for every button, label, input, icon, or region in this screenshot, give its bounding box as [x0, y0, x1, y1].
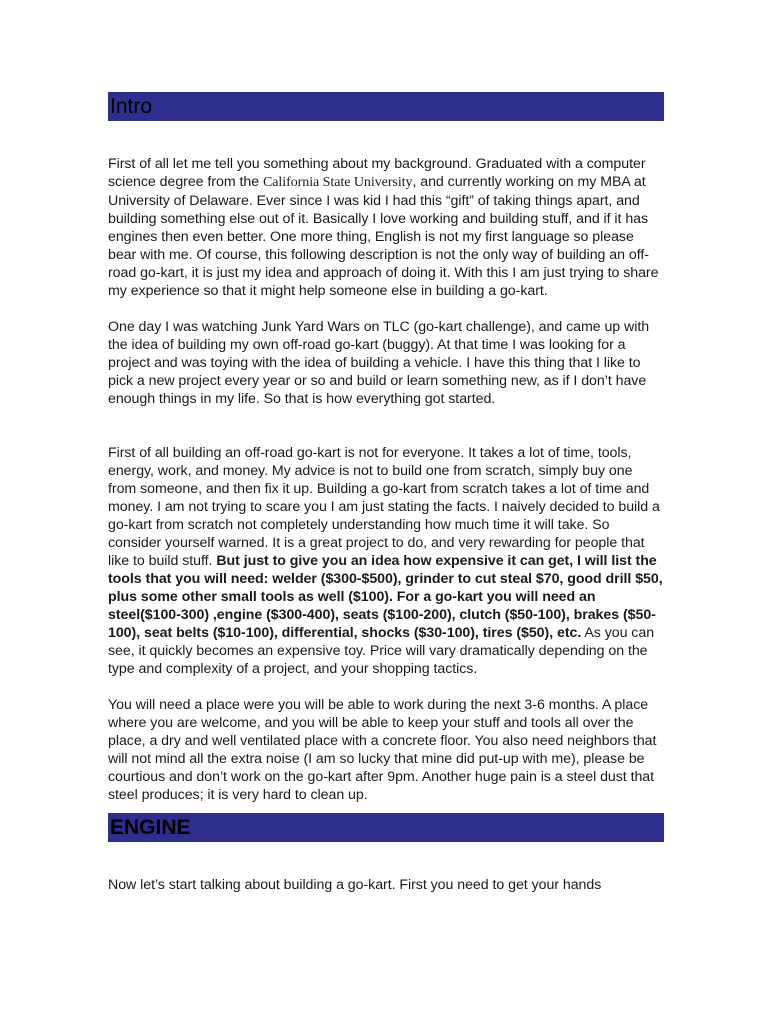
tools-cost-list: But just to give you an idea how expensive it can get, I will list the tools that you will need: welder ($300-$500), grinder to cut steal $70, good drill $50, plus some other small tools as well ($100). For a go-kart you will need an steel($100-300) ,engine ($300-400), seats ($100-200), clutch ($50-100), brakes ($50-100), seat belts ($10-100), differential, shocks ($30-100), tires ($50), etc.: [108, 553, 663, 641]
intro-paragraph-1: [108, 155, 664, 300]
intro-p1-text-c: , and currently working on my MBA at University of Delaware. Ever since I was kid I had this “gift” of taking things apart, and building something else out of it. Basically I love working and building stuff, and if it has engines then even better. One more thing, English is not my first language so please bear with me. Of course, this following description is not the only way of building an off-road go-kart, it is just my idea and approach of doing it. With this I am just trying to share my experience so that it might help someone else in building a go-kart.: [108, 174, 659, 299]
intro-paragraph-4: You will need a place were you will be able to work during the next 3-6 months. A place where you are welcome, and you will be able to keep your stuff and tools all over the place, a dry and well ventilated place with a concrete floor. You also need neighbors that will not mind all the extra noise (I am so lucky that mine did put-up with me), please be courtious and don’t work on the go-kart after 9pm. Another huge pain is a steel dust that steel produces; it is very hard to clean up.: [108, 697, 657, 803]
university-name: California State University: [262, 175, 413, 190]
intro-p3-text-a: First of all building an off-road go-kart is not for everyone. It takes a lot of time, tools, energy, work, and money. My advice is not to build one from scratch, simply buy one from someone, and then fix it up. Building a go-kart from scratch takes a lot of time and money. I am not trying to scare you I am just stating the facts. I naively decided to build a go-kart from scratch not completely understanding how much time it will take. So consider yourself warned. It is a great project to do, and very rewarding for people that like to build stuff.: [108, 445, 660, 569]
document-page: [108, 92, 664, 894]
engine-paragraph-1: Now let’s start talking about building a go-kart. First you need to get your hands: [108, 877, 602, 893]
intro-paragraph-2: One day I was watching Junk Yard Wars on TLC (go-kart challenge), and came up with the idea of building my own off-road go-kart (buggy). At that time I was looking for a project and was toying with the idea of building a vehicle. I have this thing that I like to pick a new project every year or so and build or learn something new, as if I don’t have enough things in my life. So that is how everything got started.: [108, 319, 650, 407]
intro-paragraph-3: [108, 444, 664, 678]
section-header-intro: Intro: [108, 92, 664, 121]
intro-p3-text-c: As you can see, it quickly becomes an expensive toy. Price will vary dramatically depending on the type and complexity of a project, and your shopping tactics.: [108, 625, 655, 677]
section-header-engine: ENGINE: [108, 813, 664, 842]
intro-p1-text-a: First of all let me tell you something about my background. Graduated with a computer science degree from the: [108, 156, 646, 190]
